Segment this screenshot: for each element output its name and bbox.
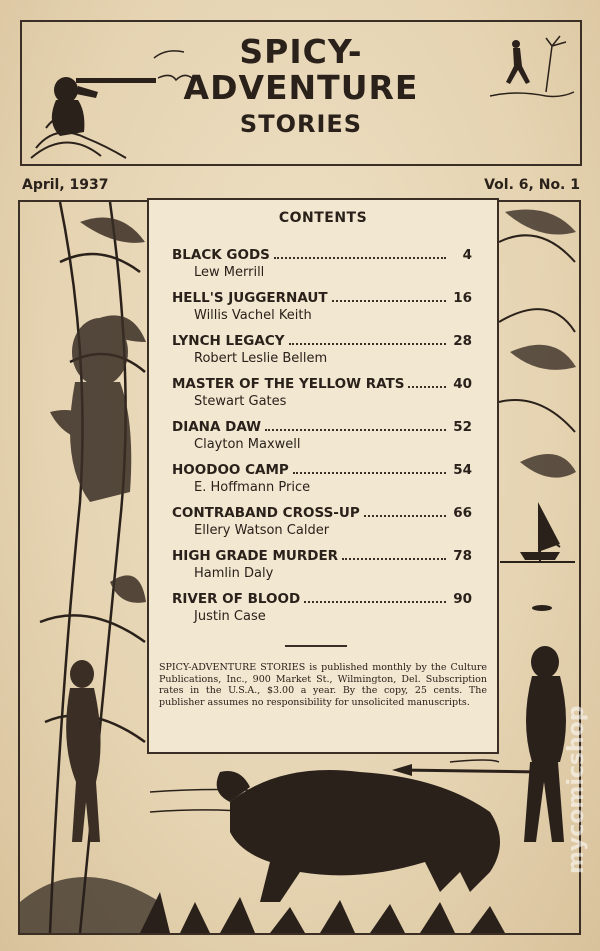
masthead — [20, 20, 582, 166]
story-author: Clayton Maxwell — [194, 437, 301, 452]
contents-entry — [172, 374, 472, 417]
story-title: DIANA DAW — [172, 419, 262, 435]
table-of-contents — [147, 198, 499, 754]
story-author: Stewart Gates — [194, 394, 287, 409]
page-number: 28 — [453, 333, 472, 349]
issue-date: April, 1937 — [22, 177, 109, 193]
story-author: Ellery Watson Calder — [194, 523, 330, 538]
story-author: Lew Merrill — [194, 265, 265, 280]
contents-entry — [172, 589, 472, 632]
story-author: Justin Case — [194, 609, 266, 624]
contents-list — [172, 245, 472, 632]
story-title: HOODOO CAMP — [172, 462, 289, 478]
contents-heading: CONTENTS — [278, 210, 368, 226]
story-author: Hamlin Daly — [194, 566, 274, 581]
page-number: 40 — [453, 376, 472, 392]
contents-entry — [172, 503, 472, 546]
story-title: MASTER OF THE YELLOW RATS — [172, 376, 405, 392]
story-author: Willis Vachel Keith — [194, 308, 312, 323]
story-author: Robert Leslie Bellem — [194, 351, 328, 366]
issue-volume: Vol. 6, No. 1 — [484, 177, 580, 193]
page-number: 78 — [453, 548, 472, 564]
story-title: CONTRABAND CROSS-UP — [172, 505, 360, 521]
contents-entry — [172, 460, 472, 503]
publisher-note: SPICY-ADVENTURE STORIES is published monthly by the Culture Publications, Inc., 900 Market St., Wilmington, Del. Subscription rates in the U.S.A., $3.00 a year. By the copy, 25 cents. The publisher assumes no responsibility for unsolicited manuscripts. — [159, 662, 487, 708]
title-line-2: ADVENTURE — [183, 68, 419, 107]
title-line-1: SPICY- — [239, 32, 363, 71]
page-number: 54 — [453, 462, 472, 478]
story-title: HELL'S JUGGERNAUT — [172, 290, 328, 306]
story-title: RIVER OF BLOOD — [172, 591, 301, 607]
story-title: LYNCH LEGACY — [172, 333, 285, 349]
story-title: BLACK GODS — [172, 247, 270, 263]
page-number: 52 — [453, 419, 472, 435]
divider-rule — [285, 645, 347, 647]
contents-entry — [172, 245, 472, 288]
contents-entry — [172, 288, 472, 331]
watermark: mycomicshop — [564, 705, 589, 875]
page-number: 16 — [453, 290, 472, 306]
page-number: 66 — [453, 505, 472, 521]
contents-entry — [172, 331, 472, 374]
contents-entry — [172, 417, 472, 460]
story-title: HIGH GRADE MURDER — [172, 548, 339, 564]
page-number: 4 — [462, 247, 472, 263]
title-line-3: STORIES — [239, 110, 363, 138]
story-author: E. Hoffmann Price — [194, 480, 311, 495]
page-number: 90 — [453, 591, 472, 607]
contents-entry — [172, 546, 472, 589]
